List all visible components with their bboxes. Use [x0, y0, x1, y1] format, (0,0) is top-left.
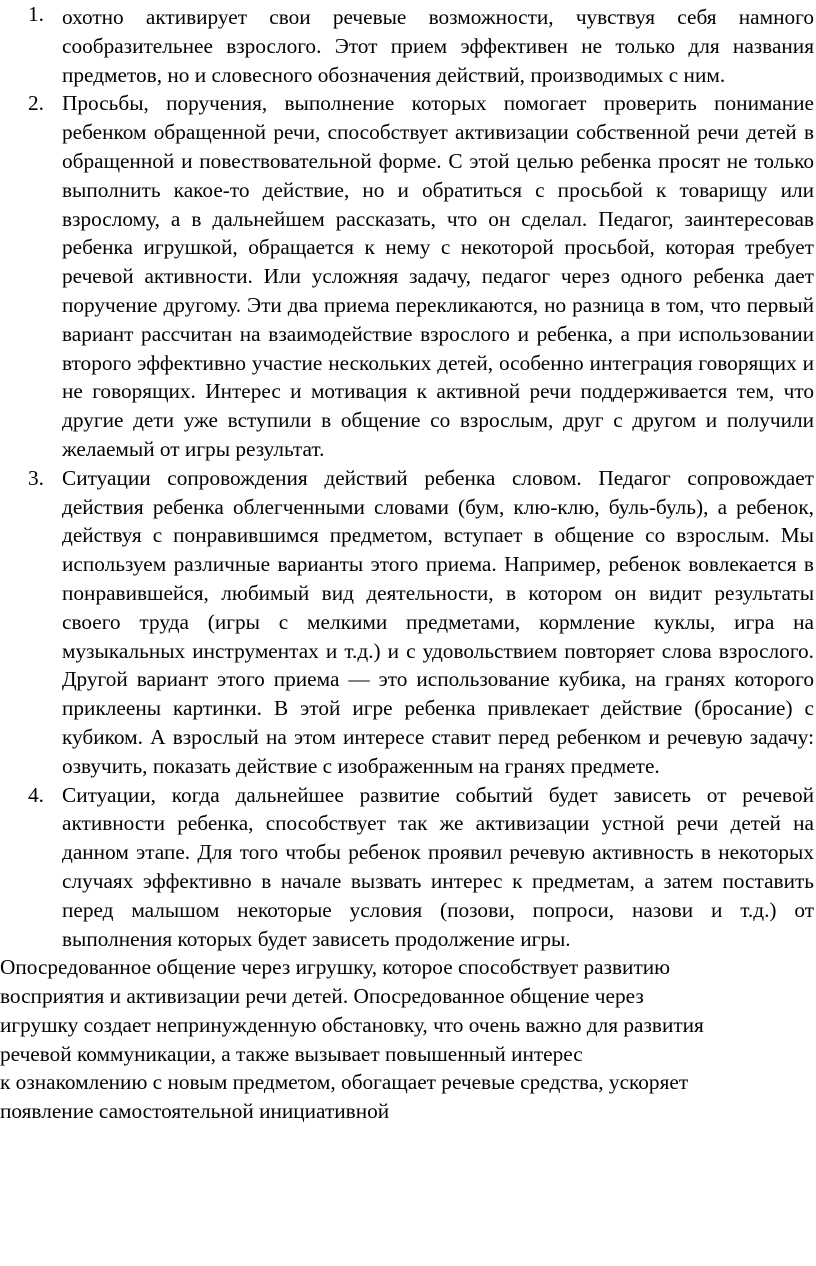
closing-line: Опосредованное общение через игрушку, которое способствует развитию [0, 955, 671, 980]
closing-line: речевой коммуникации, а также вызывает повышенный интерес [0, 1041, 583, 1066]
list-item [28, 0, 814, 89]
closing-line: игрушку создает непринужденную обстановку, что очень важно для развития [0, 1012, 704, 1037]
list-item-text: Ситуации сопровождения действий ребенка словом. Педагог сопровождает действия ребенка облегченными словами (бум, клю-клю, буль-буль), а ребенок, действуя с понравившимся предметом, вступает в общение со взрослым. Мы используем различные варианты этого приема. Например, ребенок вовлекается в понравившейся, любимый вид деятельности, в котором он видит результаты своего труда (игры с мелкими предметами, кормление куклы, игра на музыкальных инструментах и т.д.) и с удовольствием повторяет слова взрослого. Другой вариант этого приема — это использование кубика, на гранях которого приклеены картинки. В этой игре ребенка привлекает действие (бросание) с кубиком. А взрослый на этом интересе ставит перед ребенком и речевую задачу: озвучить, показать действие с изображенным на гранях предмете. [62, 465, 814, 778]
list-item-text: охотно активирует свои речевые возможности, чувствуя себя намного сообразительнее взрослого. Этот прием эффективен не только для названия предметов, но и словесного обозначения действий, производимых с ним. [62, 5, 814, 87]
closing-line: появление самостоятельной инициативной [0, 1099, 390, 1124]
list-item-text: Просьбы, поручения, выполнение которых помогает проверить понимание ребенком обращенной речи, способствует активизации собственной речи детей в обращенной и повествовательной форме. С этой целью ребенка просят не только выполнить какое-то действие, но и обратиться с просьбой к товарищу или взрослому, а в дальнейшем рассказать, что он сделал. Педагог, заинтересовав ребенка игрушкой, обращается к нему с некоторой просьбой, которая требует речевой активности. Или усложняя задачу, педагог через одного ребенка дает поручение другому. Эти два приема перекликаются, но разница в том, что первый вариант рассчитан на взаимодействие взрослого и ребенка, а при использовании второго эффективно участие нескольких детей, особенно интеграция говорящих и не говорящих. Интерес и мотивация к активной речи поддерживается тем, что другие дети уже вступили в общение со взрослым, друг с другом и получили желаемый от игры результат. [62, 91, 814, 461]
list-item [28, 781, 814, 954]
list-item [28, 464, 814, 781]
closing-line: к ознакомлению с новым предметом, обогащает речевые средства, ускоряет [0, 1070, 689, 1095]
list-item-number: 4. [28, 782, 44, 807]
closing-paragraph [0, 953, 814, 1126]
closing-line: восприятия и активизации речи детей. Опосредованное общение через [0, 984, 644, 1009]
list-item-number: 3. [28, 465, 44, 490]
list-item [28, 89, 814, 463]
list-item-text: Ситуации, когда дальнейшее развитие событий будет зависеть от речевой активности ребенка, способствует так же активизации устной речи детей на данном этапе. Для того чтобы ребенок проявил речевую активность в некоторых случаях эффективно в начале вызвать интерес к предметам, а затем поставить перед малышом некоторые условия (позови, попроси, назови и т.д.) от выполнения которых будет зависеть продолжение игры. [62, 782, 814, 951]
list-item-number: 1. [28, 2, 44, 26]
list-item-number: 2. [28, 91, 44, 116]
